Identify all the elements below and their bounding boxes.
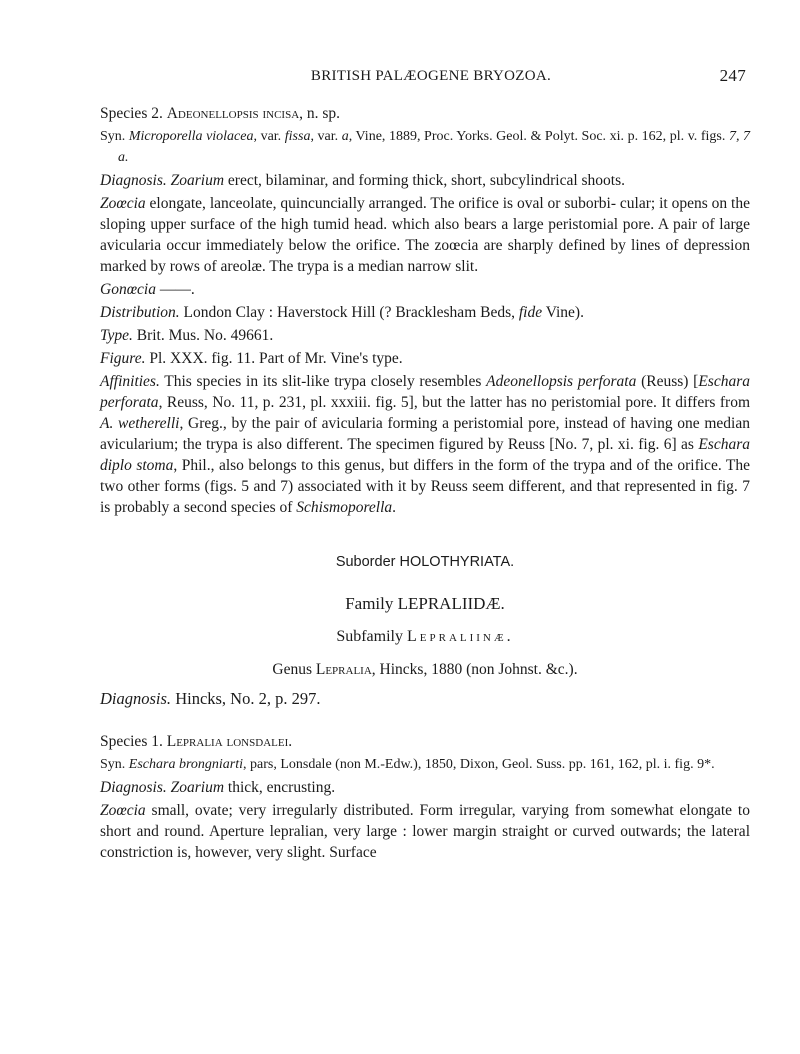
syn-name: Eschara brongniarti: [128, 757, 244, 772]
suborder-heading: Suborder HOLOTHYRIATA.: [335, 554, 515, 570]
zooecia-label: Zoœcia: [100, 195, 146, 212]
syn-text: , Vine, 1889, Proc. Yorks. Geol. & Polyt. Soc. xi.: [348, 129, 625, 144]
syn-var-a: a: [341, 129, 349, 144]
zoarium-text: thick, encrusting.: [224, 779, 336, 796]
affinities-text: , Greg., by the pair of avicularia forming a peristomial pore, instead of having one median avicularium; the trypa is also different. The specimen figured by Reuss [No. 7, pl. xi. fig. 6] as: [100, 415, 750, 453]
diagnosis-text: Hincks, No. 2, p. 297.: [171, 689, 321, 708]
zooecia-text: small, ovate; very irregularly distributed. Form irregular, varying from somewhat elongate to short and round. Aperture lepralian, very large : lower margin straight or curved outwards; the lateral constriction is, however, very slight. Surface: [100, 802, 750, 861]
species-heading: [100, 103, 750, 124]
syn-figs: 7, 7 a.: [118, 129, 751, 165]
syn-var-fissa: fissa: [284, 129, 311, 144]
syn-genus: Microporella violacea: [128, 129, 254, 144]
distribution-label: Distribution.: [100, 304, 180, 321]
affinities-paragraph: [100, 371, 750, 518]
zoarium-label: Zoarium: [170, 779, 225, 796]
zooecia-label: Zoœcia: [100, 802, 146, 819]
affinities-text: .: [392, 499, 397, 516]
taxon-name: Adeonellopsis perforata: [486, 373, 637, 390]
species-name: Adeonellopsis incisa: [166, 105, 300, 122]
zoarium-label: Zoarium: [170, 172, 225, 189]
distribution-fide: fide: [518, 304, 543, 321]
running-title: BRITISH PALÆOGENE BRYOZOA.: [310, 68, 552, 84]
affinities-text: , Phil., also belongs to this genus, but differs in the form of the trypa and of the orifice. The two other forms (figs. 5 and 7) associated with it by Reuss seem different, and that represented in fig. 7 is probably a second species of: [100, 457, 750, 516]
taxon-name: Eschara perforata: [100, 373, 750, 411]
distribution-text: London Clay : Haverstock Hill (? Bracklesham Beds,: [179, 304, 519, 321]
taxon-name: Schismoporella: [296, 499, 393, 516]
diagnosis-label: Diagnosis.: [100, 689, 172, 708]
gonoecia-label: Gonœcia: [100, 281, 156, 298]
syn-label: Syn.: [100, 757, 126, 772]
diagnosis-label: Diagnosis.: [100, 172, 167, 189]
type-text: Brit. Mus. No. 49661.: [132, 327, 274, 344]
affinities-text: This species in its slit-like trypa closely resembles: [159, 373, 487, 390]
figure-label: Figure.: [100, 350, 146, 367]
syn-text: , var.: [253, 129, 285, 144]
genus-name: Lepralia: [315, 661, 372, 678]
page-body: [100, 103, 750, 865]
affinities-text: (Reuss) [: [636, 373, 699, 390]
taxon-name: Eschara diplo stoma: [100, 436, 750, 474]
subfamily-name: Lepraliinæ.: [407, 628, 514, 645]
family-heading: Family LEPRALIIDÆ.: [345, 594, 505, 613]
syn-text: , pars, Lonsdale (non M.-Edw.), 1850, Dixon, Geol. Suss. pp. 161, 162, pl. i. fig. 9*.: [243, 757, 715, 772]
syn-label: Syn.: [100, 129, 126, 144]
distribution-end: Vine).: [542, 304, 584, 321]
species-heading: [100, 731, 750, 752]
synonymy: [100, 126, 750, 168]
affinities-text: , Reuss, No. 11, p. 231, pl. xxxiii. fig. 5], but the latter has no peristomial pore. It differs from: [158, 394, 750, 411]
zooecia-paragraph: [100, 193, 750, 277]
affinities-label: Affinities.: [100, 373, 160, 390]
subfamily-prefix: Subfamily: [336, 628, 407, 645]
gonoecia-text: ——.: [155, 281, 195, 298]
type-paragraph: [100, 325, 750, 346]
taxon-name: A. wetherelli: [100, 415, 180, 432]
species-suffix: , n. sp.: [299, 105, 341, 122]
genus-heading: [100, 659, 750, 680]
distribution-paragraph: [100, 302, 750, 323]
gonoecia-paragraph: [100, 279, 750, 300]
species-name: Lepralia lonsdalei.: [166, 733, 293, 750]
genus-diagnosis: [100, 688, 750, 709]
diagnosis-paragraph: [100, 777, 750, 798]
syn-text: p. 162, pl. v. figs.: [627, 129, 729, 144]
figure-text: Pl. XXX. fig. 11. Part of Mr. Vine's type.: [145, 350, 403, 367]
figure-paragraph: [100, 348, 750, 369]
running-header: [116, 68, 746, 90]
genus-rest: , Hincks, 1880 (non Johnst. &c.).: [371, 661, 578, 678]
species-label: Species 1.: [100, 733, 163, 750]
genus-prefix: Genus: [272, 661, 316, 678]
subfamily-heading: [100, 626, 750, 647]
zoarium-text: erect, bilaminar, and forming thick, short, subcylindrical shoots.: [224, 172, 626, 189]
syn-text: , var.: [310, 129, 342, 144]
zooecia-text: elongate, lanceolate, quincuncially arranged. The orifice is oval or suborbi- cular; it opens on the sloping upper surface of the high tumid head. which also bears a large peristomial pore. A pair of large avicularia occur immediately below the orifice. The zoœcia are sharply defined by lines of depression marked by rows of areolæ. The trypa is a median narrow slit.: [100, 195, 750, 275]
type-label: Type.: [100, 327, 133, 344]
diagnosis-label: Diagnosis.: [100, 779, 167, 796]
synonymy: [100, 754, 750, 775]
zooecia-paragraph: [100, 800, 750, 863]
diagnosis-paragraph: [100, 170, 750, 191]
page-number: 247: [719, 66, 746, 85]
species-label: Species 2.: [100, 105, 163, 122]
